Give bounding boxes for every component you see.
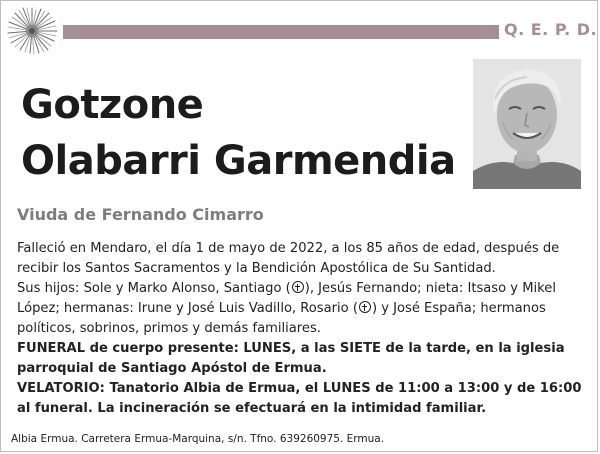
widow-of-subtitle: Viuda de Fernando Cimarro bbox=[17, 205, 264, 224]
obituary-body bbox=[17, 239, 591, 419]
flower-icon bbox=[5, 5, 59, 55]
cross-icon bbox=[359, 301, 371, 313]
portrait-photo bbox=[473, 59, 581, 189]
death-notice-paragraph: Falleció en Mendaro, el día 1 de mayo de 2022, a los 85 años de edad, después de recibir los Santos Sacramentos y la Bendición Apostólica de Su Santidad. bbox=[17, 241, 560, 276]
qepd-label: Q. E. P. D. bbox=[504, 20, 598, 39]
funeral-paragraph: FUNERAL de cuerpo presente: LUNES, a las SIETE de la tarde, en la iglesia parroquial de Santiago Apóstol de Ermua. bbox=[17, 341, 565, 376]
wake-paragraph: VELATORIO: Tanatorio Albia de Ermua, el LUNES de 11:00 a 13:00 y de 16:00 al funeral. La incineración se efectuará en la intimidad familiar. bbox=[17, 381, 582, 416]
header-bar bbox=[63, 25, 499, 39]
deceased-name bbox=[21, 77, 456, 189]
deceased-surnames: Olabarri Garmendia bbox=[21, 138, 456, 184]
family-paragraph bbox=[17, 279, 591, 339]
family-text-part3: ) y José España; hermanos políticos, sobrinos, primos y demás familiares. bbox=[17, 301, 546, 336]
cross-icon bbox=[292, 281, 304, 293]
deceased-first-name: Gotzone bbox=[21, 82, 204, 128]
footer-contact: Albia Ermua. Carretera Ermua-Marquina, s/n. Tfno. 639260975. Ermua. bbox=[11, 433, 385, 445]
family-text-part2: ), Jesús Fernando; nieta: Itsaso y Mikel López; hermanas: Irune y José Luis Vadillo, Rosario ( bbox=[17, 281, 556, 316]
family-text-part1: Sus hijos: Sole y Marko Alonso, Santiago ( bbox=[17, 281, 291, 296]
